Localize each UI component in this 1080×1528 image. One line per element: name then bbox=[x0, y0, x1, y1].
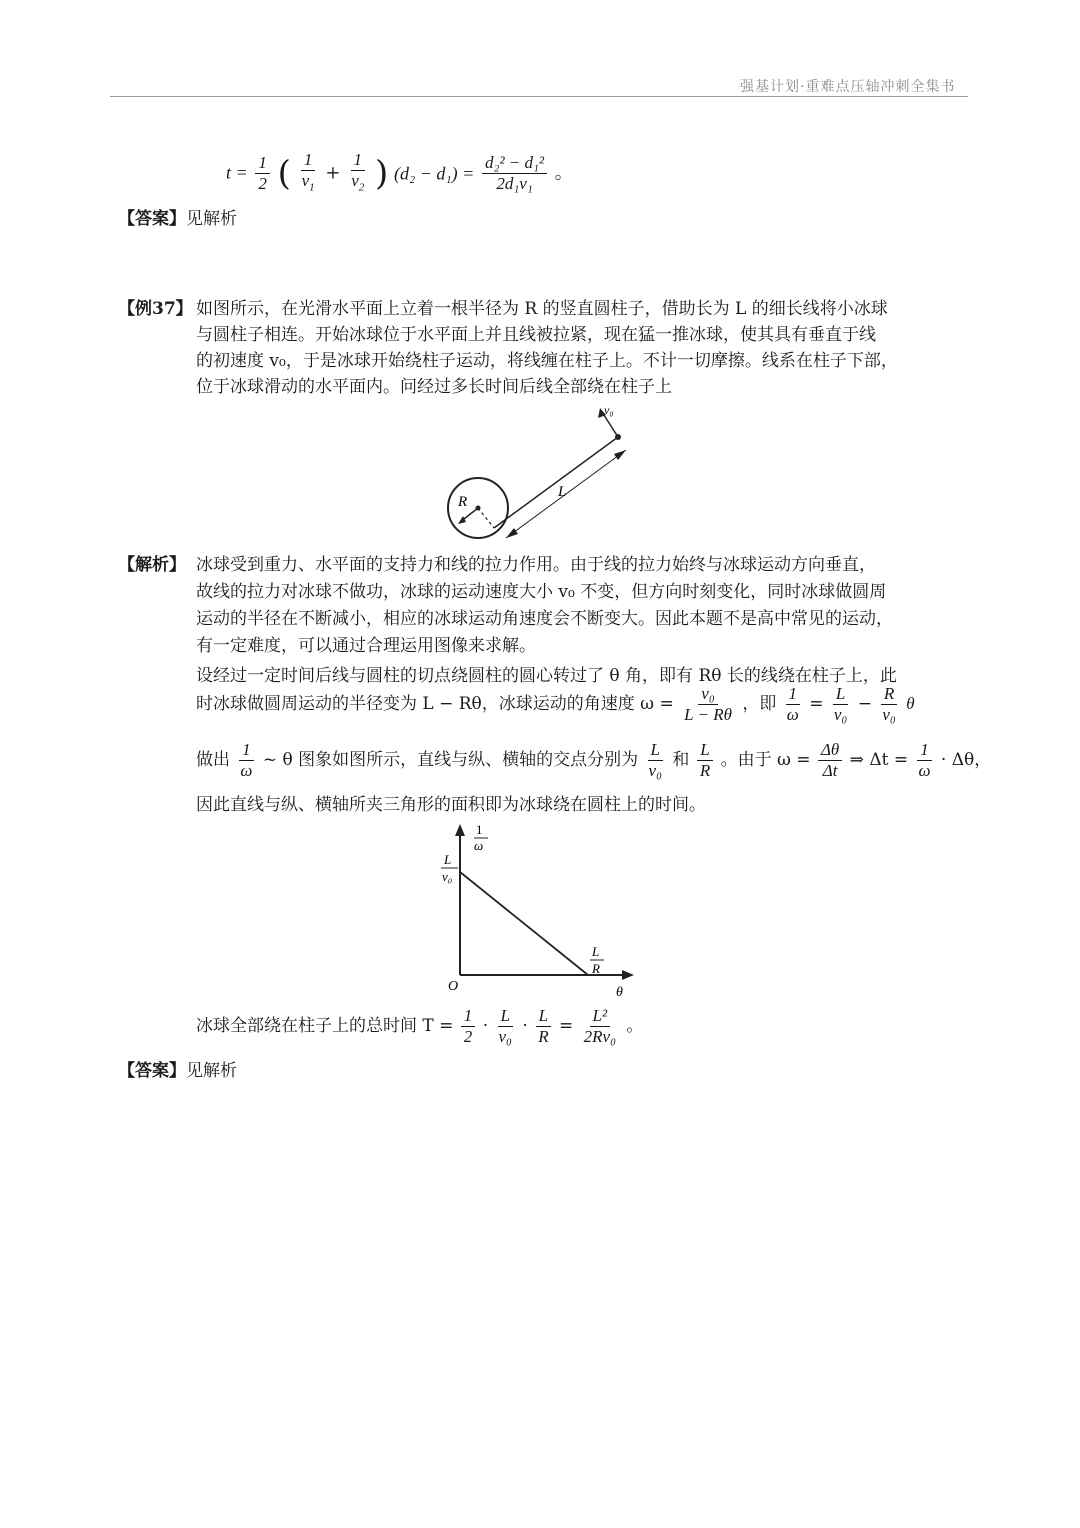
final-formula bbox=[196, 1006, 643, 1047]
answer-2-text: 见解析 bbox=[186, 1061, 237, 1081]
line7-a: 做出 bbox=[196, 750, 230, 770]
example-body bbox=[196, 296, 898, 400]
answer-1 bbox=[118, 206, 237, 232]
example-line: 位于冰球滑动的水平面内。问经过多长时间后线全部绕在柱子上 bbox=[196, 377, 672, 397]
line6-text: 时冰球做圆周运动的半径变为 L − Rθ，冰球运动的角速度 ω = bbox=[196, 694, 674, 714]
frac-L-v0-c: $\frac{L}{\text{v₀}}$ bbox=[498, 1006, 512, 1046]
line6-ji: ，即 bbox=[742, 694, 777, 714]
y-int-num: L bbox=[444, 852, 452, 867]
analysis-line: 运动的半径在不断减小，相应的冰球运动角速度会不断变大。因此本题不是高中常见的运动， bbox=[196, 609, 893, 629]
example-tag: 【例37】 bbox=[118, 299, 193, 319]
line7-e: ⇒ Δt = bbox=[849, 750, 909, 770]
formula-t-end: 。 bbox=[554, 162, 573, 184]
frac-1-v1: $\frac{1}{v_1}$ bbox=[301, 150, 315, 194]
frac-1-omega: $\frac{1}{\omega}$ bbox=[786, 684, 799, 724]
example-line: 与圆柱子相连。开始冰球位于水平面上并且线被拉紧，现在猛一推冰球，使其具有垂直于线 bbox=[196, 325, 876, 345]
frac-1-v2: $\frac{1}{v_2}$ bbox=[351, 150, 365, 194]
analysis-body bbox=[196, 552, 897, 690]
label-R: R bbox=[458, 494, 468, 510]
frac-half: $\frac{1}{2}$ bbox=[255, 153, 270, 194]
origin-label: O bbox=[448, 979, 459, 994]
label-v0: v₀ bbox=[604, 403, 614, 417]
x-int-den: R bbox=[592, 961, 600, 976]
example-line: 如图所示，在光滑水平面上立着一根半径为 R 的竖直圆柱子，借助长为 L 的细长线将小冰球 bbox=[196, 299, 888, 319]
frac-L2-2Rv0: $\frac{\text{L²}}{\text{2Rv₀}}$ bbox=[583, 1006, 616, 1046]
frac-result: $\frac{\text{d₂² − d₁²}}{\text{2d₁v₁}}$ bbox=[482, 153, 547, 194]
example-line: 的初速度 v₀，于是冰球开始绕柱子运动，将线缠在柱子上。不计一切摩擦。线系在柱子下部， bbox=[196, 351, 898, 371]
line6-eq: = bbox=[809, 694, 824, 714]
frac-L-v0: $\frac{L}{\text{v₀}}$ bbox=[833, 684, 848, 724]
line7-f: · Δθ， bbox=[940, 750, 992, 770]
figure-cylinder bbox=[440, 400, 640, 550]
analysis-line-graph bbox=[196, 740, 991, 781]
y-label-den: ω bbox=[474, 838, 484, 853]
answer-1-text: 见解析 bbox=[186, 209, 237, 229]
y-int-den: v₀ bbox=[442, 869, 453, 884]
graph-figure bbox=[436, 820, 646, 1000]
formula-t-diff: (d₂ − d₁) = bbox=[394, 163, 475, 184]
frac-L-R-b: $\frac{L}{R}$ bbox=[535, 1006, 551, 1047]
frac-half-b: $\frac{1}{2}$ bbox=[461, 1006, 476, 1047]
frac-dtheta-dt: $\frac{\Delta\theta}{\Delta t}$ bbox=[818, 740, 842, 781]
analysis-line: 有一定难度，可以通过合理运用图像来求解。 bbox=[196, 636, 536, 656]
final-end: 。 bbox=[626, 1016, 644, 1036]
frac-R-v0: $\frac{R}{\text{v₀}}$ bbox=[882, 684, 896, 724]
analysis-tag: 【解析】 bbox=[118, 555, 186, 575]
analysis-line: 故线的拉力对冰球不做功，冰球的运动速度大小 v₀ 不变，但方向时刻变化，同时冰球做圆周 bbox=[196, 582, 887, 602]
formula-t: t = $\frac{1}{2}$ ( $\frac{1}{v_1}$ + $\frac{1}{v_2}$ ) (d₂ − d₁) = $\frac{\text{d₂² − d₁²}}{\text{2d₁v₁}}$ 。 bbox=[226, 150, 573, 197]
line7-d: 。由于 ω = bbox=[720, 750, 811, 770]
frac-1-omega-c: $\frac{1}{\omega}$ bbox=[918, 740, 931, 780]
analysis-line-area: 因此直线与纵、横轴所夹三角形的面积即为冰球绕在圆柱上的时间。 bbox=[196, 795, 706, 815]
answer-1-tag: 【答案】 bbox=[118, 209, 186, 229]
answer-2-tag: 【答案】 bbox=[118, 1061, 186, 1081]
analysis-line-omega bbox=[196, 684, 915, 725]
graph-line bbox=[460, 872, 588, 975]
frac-L-R: $\frac{L}{R}$ bbox=[697, 740, 713, 781]
label-L: L bbox=[558, 484, 567, 500]
final-dot1: · bbox=[482, 1016, 489, 1036]
analysis-line: 设经过一定时间后线与圆柱的切点绕圆柱的圆心转过了 θ 角，即有 Rθ 长的线绕在柱子上，此 bbox=[196, 666, 897, 686]
line7-b: ~ θ 图象如图所示，直线与纵、横轴的交点分别为 bbox=[262, 750, 639, 770]
running-header: 强基计划·重难点压轴冲刺全集书 bbox=[740, 79, 956, 95]
frac-1-omega-b: $\frac{1}{\omega}$ bbox=[240, 740, 253, 780]
header-rule bbox=[110, 96, 968, 97]
string-line bbox=[494, 437, 618, 528]
frac-v0-LRtheta: $\frac{\text{v₀}}{L - R\theta}$ bbox=[684, 684, 732, 724]
line7-c: 和 bbox=[672, 750, 690, 770]
x-label: θ bbox=[616, 985, 623, 1000]
y-label-num: 1 bbox=[476, 822, 483, 837]
line6-theta: θ bbox=[906, 694, 915, 713]
answer-2 bbox=[118, 1058, 237, 1084]
final-a: 冰球全部绕在柱子上的总时间 T = bbox=[196, 1016, 454, 1036]
radius-dashed bbox=[478, 508, 494, 528]
final-dot2: · bbox=[522, 1016, 528, 1036]
final-eq: = bbox=[559, 1016, 574, 1036]
formula-t-lhs: t = bbox=[226, 162, 248, 183]
line6-minus: − bbox=[857, 694, 872, 714]
x-int-num: L bbox=[592, 944, 600, 959]
analysis-line: 冰球受到重力、水平面的支持力和线的拉力作用。由于线的拉力始终与冰球运动方向垂直， bbox=[196, 555, 876, 575]
frac-L-v0-b: $\frac{L}{\text{v₀}}$ bbox=[648, 740, 662, 780]
